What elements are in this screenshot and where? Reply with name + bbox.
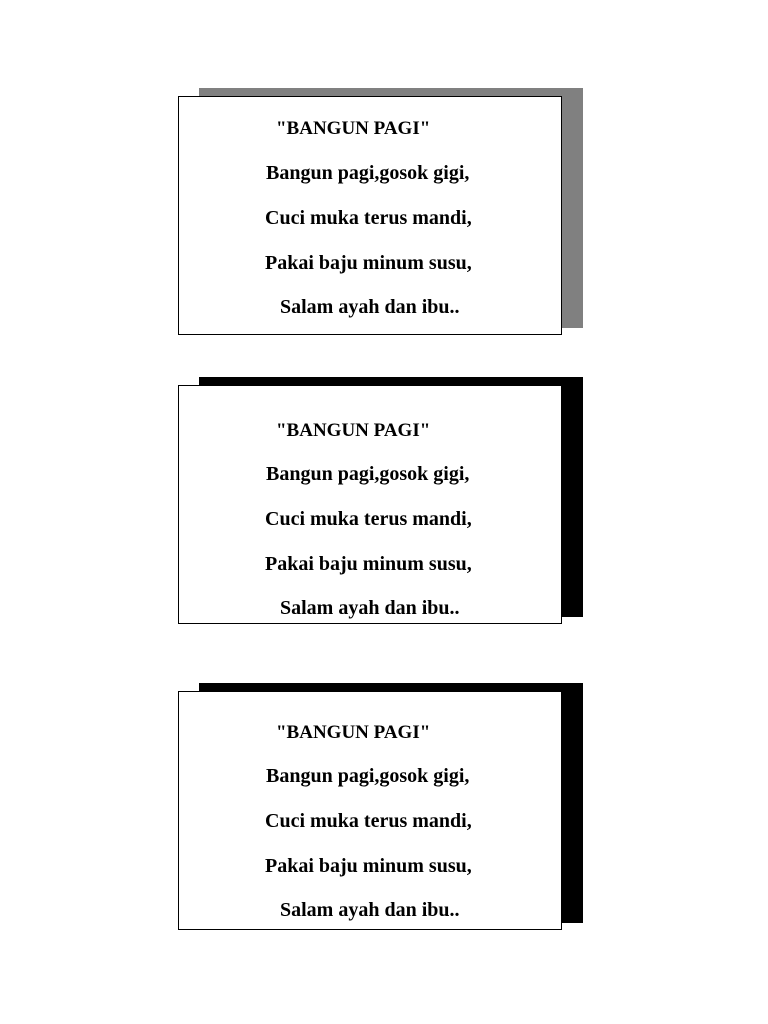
poem-line-4: Salam ayah dan ibu.. xyxy=(280,597,460,619)
card-body xyxy=(178,96,562,335)
poem-title: "BANGUN PAGI" xyxy=(276,118,431,139)
poem-title: "BANGUN PAGI" xyxy=(276,420,431,441)
poem-line-2: Cuci muka terus mandi, xyxy=(265,207,472,229)
poem-line-3: Pakai baju minum susu, xyxy=(265,553,472,575)
poem-line-4: Salam ayah dan ibu.. xyxy=(280,899,460,921)
poem-line-2: Cuci muka terus mandi, xyxy=(265,508,472,530)
poem-line-3: Pakai baju minum susu, xyxy=(265,252,472,274)
card-body xyxy=(178,385,562,624)
poem-line-2: Cuci muka terus mandi, xyxy=(265,810,472,832)
poem-line-1: Bangun pagi,gosok gigi, xyxy=(266,463,470,485)
poem-line-1: Bangun pagi,gosok gigi, xyxy=(266,162,470,184)
poem-line-1: Bangun pagi,gosok gigi, xyxy=(266,765,470,787)
poem-card-1 xyxy=(178,96,584,336)
card-body xyxy=(178,691,562,930)
poem-line-3: Pakai baju minum susu, xyxy=(265,855,472,877)
poem-card-3 xyxy=(178,691,584,931)
poem-line-4: Salam ayah dan ibu.. xyxy=(280,296,460,318)
poem-card-2 xyxy=(178,385,584,625)
poem-title: "BANGUN PAGI" xyxy=(276,722,431,743)
